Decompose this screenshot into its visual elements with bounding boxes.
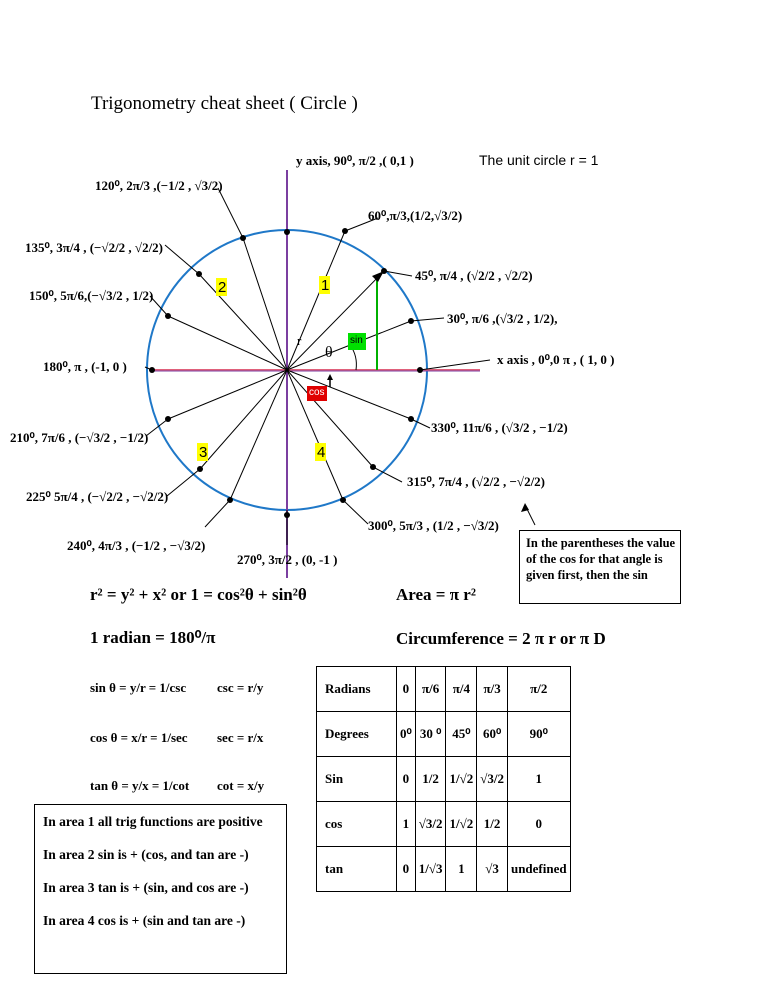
csc-formula: csc = r/y — [217, 680, 264, 695]
angle-label-120: 120⁰, 2π/3 ,(−1/2 , √3/2) — [95, 178, 223, 193]
area-formula: Area = π r² — [396, 585, 476, 604]
quadrant-rules-box — [34, 804, 287, 974]
pythagorean-identity: r² = y² + x² or 1 = cos²θ + sin²θ — [90, 585, 307, 604]
table-cell: 30 ⁰ — [415, 712, 446, 757]
table-cell: √3/2 — [477, 757, 508, 802]
table-row — [317, 847, 571, 892]
table-cell: 0 — [397, 847, 416, 892]
angle-label-150: 150⁰, 5π/6,(−√3/2 , 1/2) — [29, 288, 154, 303]
table-header: cos — [317, 802, 397, 847]
table-cell: 0 — [507, 802, 570, 847]
table-cell: π/2 — [507, 667, 570, 712]
radius-label: r — [297, 333, 302, 348]
angle-label-240: 240⁰, 4π/3 , (−1/2 , −√3/2) — [67, 538, 206, 553]
table-cell: 1/√2 — [446, 802, 477, 847]
cot-formula: cot = x/y — [217, 778, 265, 793]
area-rule-4: In area 4 cos is + (sin and tan are -) — [43, 913, 246, 928]
tan-formula: tan θ = y/x = 1/cot — [90, 778, 190, 793]
unit-circle-label: The unit circle r = 1 — [479, 152, 599, 168]
quadrant-1-label: 1 — [321, 277, 330, 294]
table-header: Radians — [317, 667, 397, 712]
table-cell: 1/2 — [477, 802, 508, 847]
angle-label-60: 60⁰,π/3,(1/2,√3/2) — [368, 208, 463, 223]
angle-label-210: 210⁰, 7π/6 , (−√3/2 , −1/2) — [10, 430, 149, 445]
order-note: In the parentheses the value of the cos for that angle is given first, then the sin — [519, 530, 681, 604]
table-cell: π/6 — [415, 667, 446, 712]
sin-formula: sin θ = y/r = 1/csc — [90, 680, 187, 695]
angle-label-30: 30⁰, π/6 ,(√3/2 , 1/2), — [447, 311, 558, 326]
page-title: Trigonometry cheat sheet ( Circle ) — [91, 93, 358, 114]
table-cell: 45⁰ — [446, 712, 477, 757]
quadrant-4-label: 4 — [317, 444, 326, 461]
radian-formula: 1 radian = 180⁰/π — [90, 628, 216, 647]
table-cell: 1 — [397, 802, 416, 847]
cos-label: cos — [309, 387, 325, 398]
table-cell: √3/2 — [415, 802, 446, 847]
angle-label-180: 180⁰, π , (-1, 0 ) — [43, 359, 127, 374]
table-cell: 1/2 — [415, 757, 446, 802]
table-row — [317, 802, 571, 847]
angle-label-300: 300⁰, 5π/3 , (1/2 , −√3/2) — [368, 518, 499, 533]
area-rule-1: In area 1 all trig functions are positive — [43, 814, 263, 829]
area-rule-3: In area 3 tan is + (sin, and cos are -) — [43, 880, 249, 895]
table-cell: 0 — [397, 667, 416, 712]
table-cell: 90⁰ — [507, 712, 570, 757]
trig-values-table — [316, 666, 571, 892]
angle-label-315: 315⁰, 7π/4 , (√2/2 , −√2/2) — [407, 474, 546, 489]
radius-arrowhead — [372, 271, 384, 282]
area-rule-2: In area 2 sin is + (cos, and tan are -) — [43, 847, 249, 862]
table-header: tan — [317, 847, 397, 892]
table-row — [317, 712, 571, 757]
table-row — [317, 667, 571, 712]
angle-spokes — [145, 188, 535, 545]
sec-formula: sec = r/x — [217, 730, 264, 745]
quadrant-3-label: 3 — [199, 444, 208, 461]
table-cell: 0 — [397, 757, 416, 802]
theta-label: θ — [325, 344, 333, 361]
table-cell: undefined — [507, 847, 570, 892]
table-cell: 1/√2 — [446, 757, 477, 802]
table-cell: π/4 — [446, 667, 477, 712]
quadrant-2-label: 2 — [218, 279, 227, 296]
table-cell: 60⁰ — [477, 712, 508, 757]
table-row — [317, 757, 571, 802]
angle-label-45: 45⁰, π/4 , (√2/2 , √2/2) — [415, 268, 533, 283]
y-axis-label: y axis, 90⁰, π/2 ,( 0,1 ) — [296, 153, 414, 168]
table-cell: 1/√3 — [415, 847, 446, 892]
angle-label-270: 270⁰, 3π/2 , (0, -1 ) — [237, 552, 338, 567]
angle-label-135: 135⁰, 3π/4 , (−√2/2 , √2/2) — [25, 240, 164, 255]
table-header: Degrees — [317, 712, 397, 757]
table-cell: 0⁰ — [397, 712, 416, 757]
table-cell: 1 — [507, 757, 570, 802]
table-cell: √3 — [477, 847, 508, 892]
cos-formula: cos θ = x/r = 1/sec — [90, 730, 188, 745]
table-cell: π/3 — [477, 667, 508, 712]
table-cell: 1 — [446, 847, 477, 892]
circumference-formula: Circumference = 2 π r or π D — [396, 629, 606, 648]
x-axis-label: x axis , 0⁰,0 π , ( 1, 0 ) — [497, 352, 615, 367]
angle-label-330: 330⁰, 11π/6 , (√3/2 , −1/2) — [431, 420, 568, 435]
angle-label-225: 225⁰ 5π/4 , (−√2/2 , −√2/2) — [26, 489, 169, 504]
table-header: Sin — [317, 757, 397, 802]
sin-label: sin — [350, 335, 363, 346]
